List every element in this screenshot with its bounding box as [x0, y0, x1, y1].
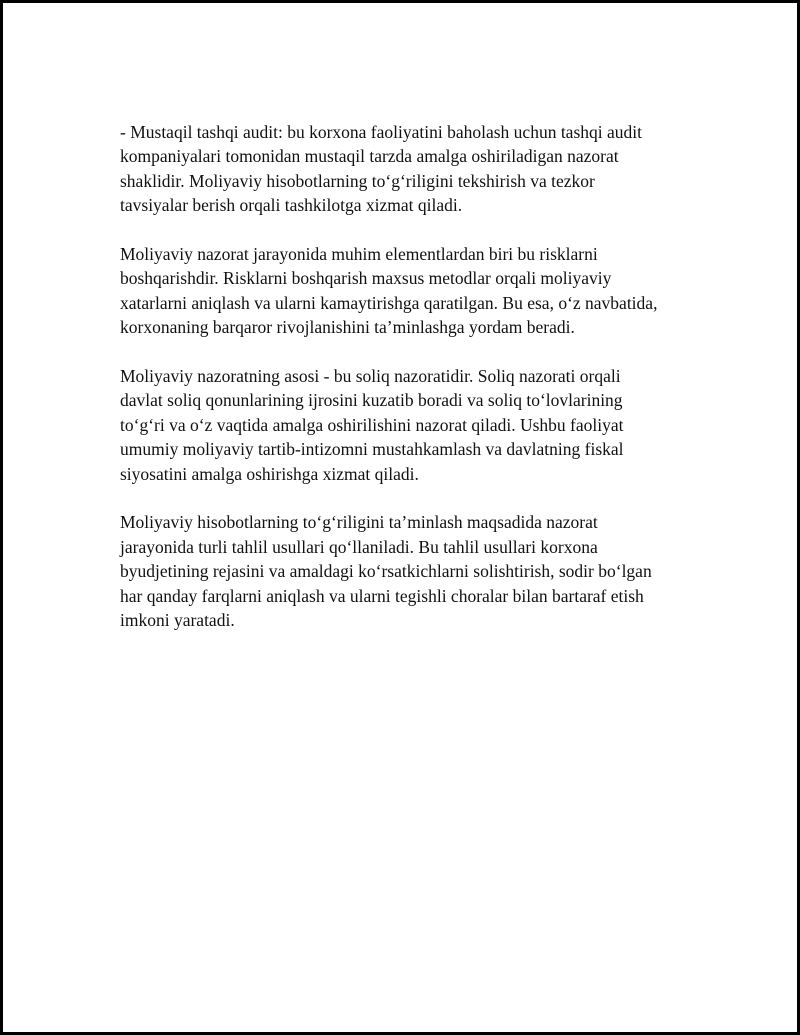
text-line: korxonaning barqaror rivojlanishini ta’minlashga yordam beradi.: [120, 317, 575, 338]
text-line: davlat soliq qonunlarining ijrosini kuzatib boradi va soliq to‘lovlarining: [120, 390, 623, 411]
text-line: boshqarishdir. Risklarni boshqarish maxsus metodlar orqali moliyaviy: [120, 268, 612, 289]
text-line: kompaniyalari tomonidan mustaqil tarzda amalga oshiriladigan nazorat: [120, 146, 619, 167]
paragraph-tax-control: [120, 364, 680, 486]
document-body: [120, 120, 680, 657]
text-line: Moliyaviy hisobotlarning to‘g‘riligini ta’minlash maqsadida nazorat: [120, 512, 598, 533]
paragraph-external-audit: [120, 120, 680, 218]
text-line: to‘g‘ri va o‘z vaqtida amalga oshirilishini nazorat qiladi. Ushbu faoliyat: [120, 414, 624, 435]
paragraph-analysis-methods: [120, 510, 680, 632]
text-line: Moliyaviy nazorat jarayonida muhim elementlardan biri bu risklarni: [120, 244, 598, 265]
text-line: byudjetining rejasini va amaldagi ko‘rsatkichlarni solishtirish, sodir bo‘lgan: [120, 561, 652, 582]
text-line: umumiy moliyaviy tartib-intizomni mustahkamlash va davlatning fiskal: [120, 439, 624, 460]
text-line: - Mustaqil tashqi audit: bu korxona faoliyatini baholash uchun tashqi audit: [120, 122, 642, 142]
paragraph-risk-management: [120, 242, 680, 340]
text-line: siyosatini amalga oshirishga xizmat qiladi.: [120, 463, 419, 484]
text-line: imkoni yaratadi.: [120, 610, 235, 631]
text-line: har qanday farqlarni aniqlash va ularni tegishli choralar bilan bartaraf etish: [120, 585, 644, 606]
text-line: jarayonida turli tahlil usullari qo‘llaniladi. Bu tahlil usullari korxona: [120, 536, 598, 557]
text-line: xatarlarni aniqlash va ularni kamaytirishga qaratilgan. Bu esa, o‘z navbatida,: [120, 292, 658, 313]
text-line: tavsiyalar berish orqali tashkilotga xizmat qiladi.: [120, 195, 463, 216]
text-line: Moliyaviy nazoratning asosi - bu soliq nazoratidir. Soliq nazorati orqali: [120, 366, 621, 387]
text-line: shaklidir. Moliyaviy hisobotlarning to‘g‘riligini tekshirish va tezkor: [120, 170, 595, 191]
